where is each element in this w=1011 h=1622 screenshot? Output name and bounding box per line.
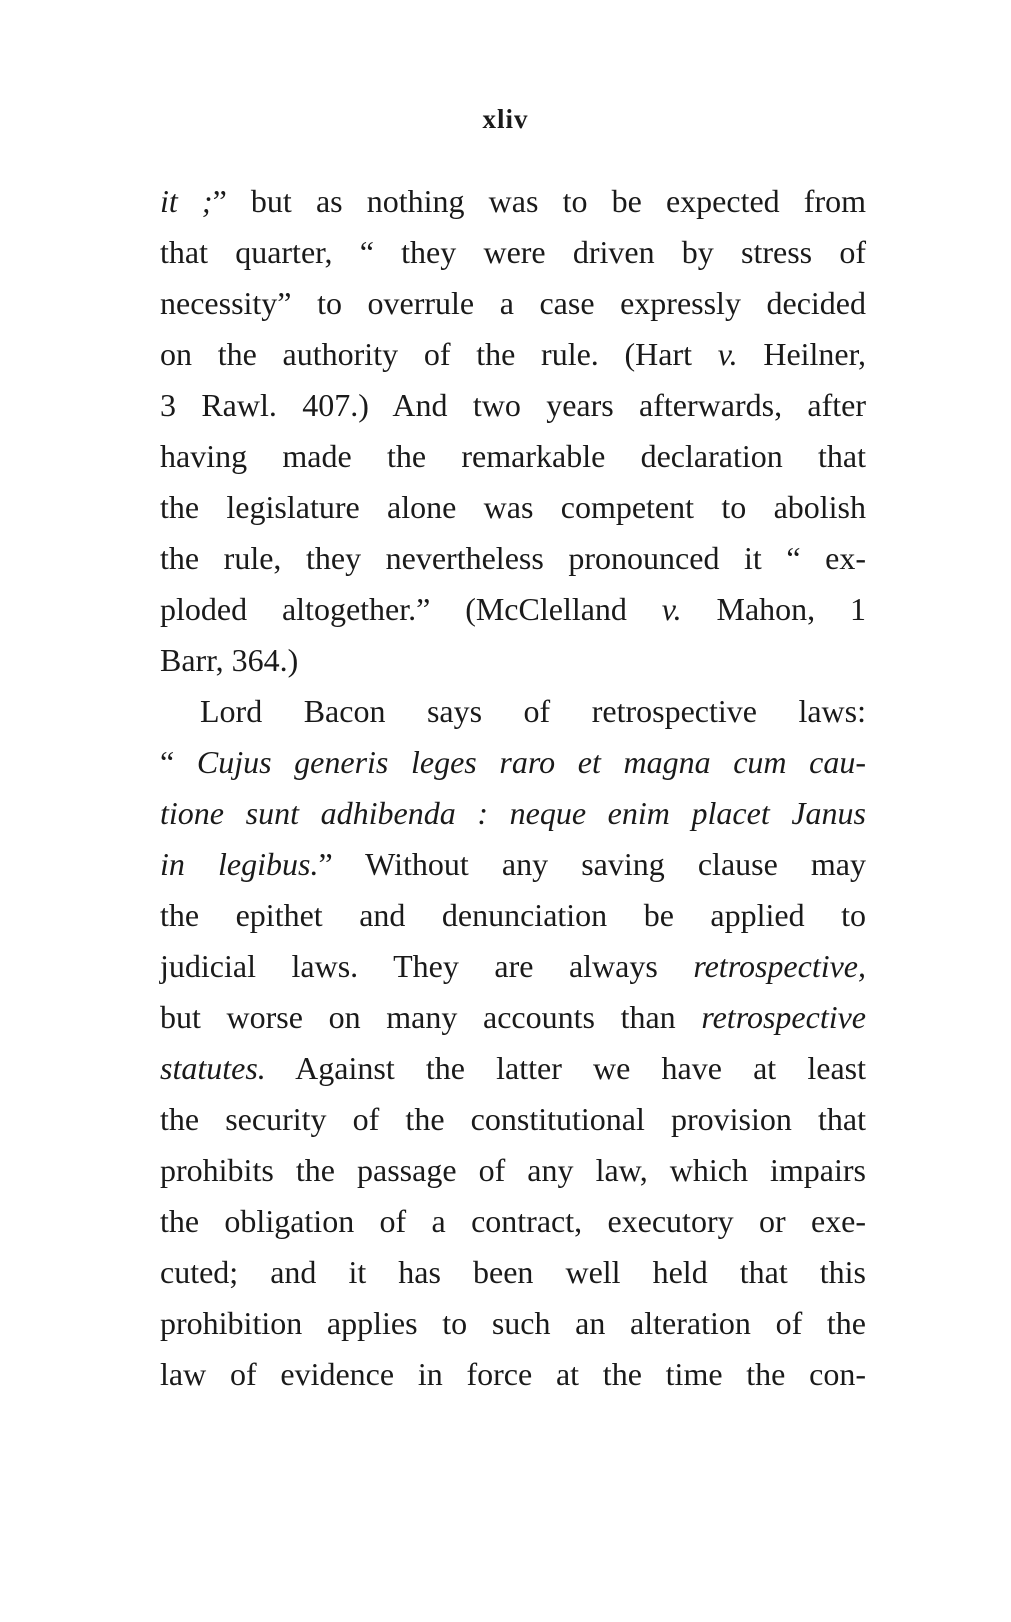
text-line-16: judicial laws. They are always retrospective,	[160, 948, 866, 984]
text-line-17: but worse on many accounts than retrospective	[160, 999, 866, 1035]
text-line-1: it ;” but as nothing was to be expected from	[160, 183, 866, 219]
text-line-7: the legislature alone was competent to abolish	[160, 489, 866, 525]
text-line-24: law of evidence in force at the time the con-	[160, 1356, 866, 1392]
text-line-10: Barr, 364.)	[160, 642, 299, 678]
text-line-11: Lord Bacon says of retrospective laws:	[200, 693, 866, 729]
text-line-3: necessity” to overrule a case expressly decided	[160, 285, 866, 321]
text-line-22: cuted; and it has been well held that this	[160, 1254, 866, 1290]
text-line-12: “ Cujus generis leges raro et magna cum cau-	[160, 744, 867, 780]
text-line-13: tione sunt adhibenda : neque enim placet Janus	[160, 795, 866, 831]
text-line-14: in legibus.” Without any saving clause may	[160, 846, 866, 882]
text-line-5: 3 Rawl. 407.) And two years afterwards, after	[160, 387, 866, 423]
page-number: xliv	[482, 104, 529, 134]
text-line-8: the rule, they nevertheless pronounced it “ ex-	[160, 540, 866, 576]
text-line-18: statutes. Against the latter we have at least	[160, 1050, 866, 1086]
text-line-4: on the authority of the rule. (Hart v. Heilner,	[160, 336, 867, 372]
body-text	[160, 176, 866, 1400]
text-line-9: ploded altogether.” (McClelland v. Mahon, 1	[160, 591, 867, 627]
text-line-2: that quarter, “ they were driven by stress of	[160, 234, 866, 270]
text-line-21: the obligation of a contract, executory or exe-	[160, 1203, 866, 1239]
text-line-15: the epithet and denunciation be applied to	[160, 897, 866, 933]
text-line-20: prohibits the passage of any law, which impairs	[160, 1152, 866, 1188]
text-line-23: prohibition applies to such an alteration of the	[160, 1305, 866, 1341]
text-line-19: the security of the constitutional provision that	[160, 1101, 866, 1137]
text-line-6: having made the remarkable declaration that	[160, 438, 866, 474]
